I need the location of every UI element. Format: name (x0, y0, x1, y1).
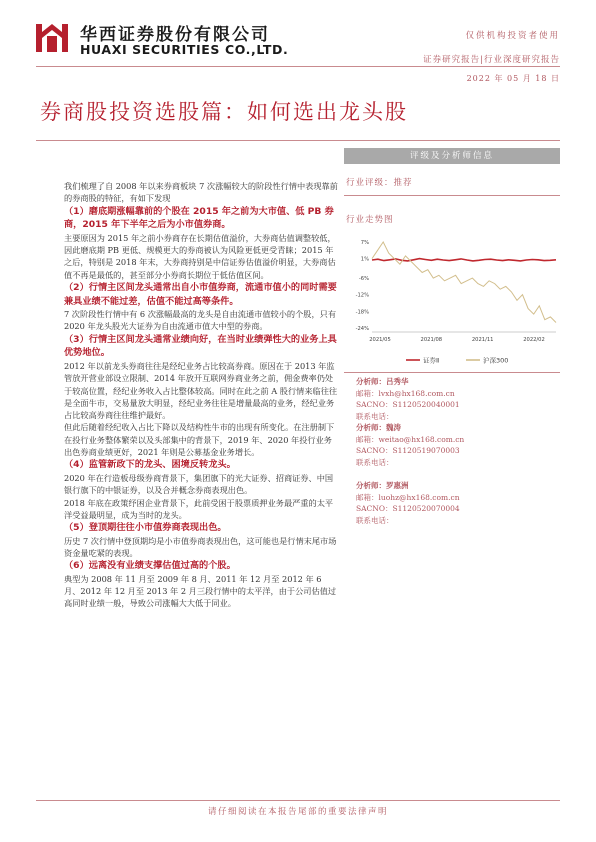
finding-paragraph-3b: 但此后随着经纪收入占比下降以及结构性牛市的出现有所变化。在注册制下在投行业务整体繁荣以及头部集中的背景下，2019 年、2020 年投行业务出色券商业绩更好，2021 年则是公募基金业务增长。 (64, 422, 335, 458)
analyst-name: 分析师：罗惠洲 (356, 481, 409, 490)
sidebar-divider (344, 195, 560, 196)
analyst-email[interactable]: 邮箱：luohz@hx168.com.cn (356, 492, 460, 502)
analyst-phone: 联系电话： (356, 411, 394, 421)
brand-name-cn: 华西证券股份有限公司 (80, 25, 270, 45)
title-divider (36, 140, 560, 141)
series-layer (372, 242, 556, 323)
x-tick-label: 2022/02 (523, 337, 545, 343)
main-text (64, 180, 339, 610)
series-line (372, 242, 556, 323)
footer-divider (36, 800, 560, 801)
huaxi-logo-icon (36, 22, 68, 54)
analyst-email[interactable]: 邮箱：lvxh@hx168.com.cn (356, 388, 455, 398)
analyst-block-3 (356, 480, 556, 526)
footer-disclaimer-note: 请仔细阅读在本报告尾部的重要法律声明 (207, 807, 388, 817)
y-tick-label: -6% (358, 276, 369, 283)
y-tick-label: -24% (355, 326, 369, 332)
report-type: 证券研究报告|行业深度研究报告 (423, 55, 560, 65)
finding-heading-4: （4）监管新政下的龙头、困境反转龙头。 (64, 459, 236, 471)
analyst-sac: SACNO：S1120520070004 (356, 504, 460, 514)
page-title: 券商股投资选股篇：如何选出龙头股 (40, 100, 408, 124)
finding-heading-1: （1）磨底期涨幅靠前的个股在 2015 年之前为大市值、低 PB 券商，2015 年下半年之后为小市值券商。 (64, 205, 334, 231)
audience-note: 仅供机构投资者使用 (465, 31, 560, 41)
y-axis (356, 240, 369, 332)
y-tick-label: 7% (360, 240, 369, 246)
brand-name-en: HUAXI SECURITIES CO.,LTD. (80, 42, 289, 57)
trend-chart-label: 行业走势图 (346, 215, 394, 225)
intro-paragraph: 我们梳理了自 2008 年以来券商板块 7 次涨幅较大的阶段性行情中表现靠前的券商股的特征，有如下发现 (64, 181, 338, 204)
finding-heading-3: （3）行情主区间龙头通常业绩向好，在当时业绩弹性大的业务上具优势地位。 (64, 333, 337, 359)
sidebar-header: 评级及分析师信息 (344, 148, 560, 164)
industry-rating: 行业评级：推荐 (346, 178, 413, 188)
x-tick-label: 2021/11 (471, 337, 494, 343)
finding-heading-6: （6）远离没有业绩支撑估值过高的个股。 (64, 560, 236, 572)
analyst-phone: 联系电话： (356, 457, 394, 467)
series-line (372, 259, 556, 261)
analyst-sac: SACNO：S1120520040001 (356, 400, 460, 410)
finding-heading-5: （5）登顶期往往小市值券商表现出色。 (64, 522, 227, 534)
sidebar-panel (344, 148, 560, 164)
analyst-phone: 联系电话： (356, 515, 394, 525)
analyst-block-1 (356, 376, 556, 422)
industry-trend-chart (346, 234, 560, 344)
analyst-email[interactable]: 邮箱：weitao@hx168.com.cn (356, 434, 465, 444)
legend-label: 证券Ⅱ (423, 356, 440, 365)
finding-heading-2: （2）行情主区间龙头通常出自小市值券商，流通市值小的同时需要兼具业绩不能过差，估值不能过高等条件。 (64, 281, 337, 307)
finding-paragraph-2: 7 次阶段性行情中有 6 次涨幅最高的龙头是自由流通市值较小的个股，只有 2020 年龙头股光大证券为自由流通市值大中型的券商。 (64, 309, 337, 332)
finding-paragraph-3a: 2012 年以前龙头券商往往是经纪业务占比较高券商。原因在于 2013 年监管放开营业部设立限制、2014 年放开互联网券商业务之前，佣金费率仍处于较高位置，经纪业务收入占比整体较高。同时在此之前 A 股行情来临往往是全面牛市，交易量放大明显，经纪业务往往是增量最高的业务，经纪业务占比较高券商往往维护最好。 (64, 360, 338, 421)
y-tick-label: 1% (360, 256, 369, 263)
analyst-sac: SACNO：S1120519070003 (356, 446, 460, 456)
finding-paragraph-5: 历史 7 次行情中登顶期均是小市值券商表现出色，这可能也是行情末尾市场资金量吃紧的表现。 (64, 535, 337, 558)
finding-paragraph-4a: 2020 年在行造板母级券商背景下，集团旗下的光大证券、招商证券、中国银行旗下的中银证券，以及合并概念券商表现出色。 (64, 472, 334, 496)
y-tick-label: -12% (355, 292, 369, 299)
analyst-block-2 (356, 422, 556, 468)
x-tick-label: 2021/05 (369, 337, 391, 343)
finding-paragraph-6: 典型为 2008 年 11 月至 2009 年 8 月、2011 年 12 月至 2012 年 6 月、2012 年 12 月至 2013 年 2 月三段行情中的太平洋，由于公司估值过高同时业绩一般，导致公司涨幅大大低于同业。 (64, 573, 337, 609)
x-axis (369, 332, 556, 343)
sidebar-divider (344, 372, 560, 373)
header-divider (36, 66, 560, 67)
y-tick-label: -18% (355, 309, 369, 316)
report-date: 2022 年 05 月 18 日 (466, 74, 560, 83)
analyst-name: 分析师：吕秀华 (356, 377, 409, 386)
chart-legend (400, 355, 560, 365)
analyst-name: 分析师：魏涛 (356, 423, 401, 432)
finding-paragraph-1: 主要原因为 2015 年之前小券商存在长期估值溢价，大券商估值调整较低，因此磨底期 PB 更低、规模更大的券商被认为风险更低更受青睐；2015 年之后，特别是 2018 年末，大券商持别是中信证券估值溢价明显，大券商估值不再是最低的，甚至部分小券商长期位于低估值区间。 (64, 232, 336, 280)
x-tick-label: 2021/08 (420, 337, 443, 343)
finding-paragraph-4b: 2018 年底在政策纾困企业背景下，此前受困于股票质押业务最严重的太平洋受益最明显，成为当时的龙头。 (64, 497, 334, 520)
legend-label: 沪深300 (483, 356, 509, 365)
